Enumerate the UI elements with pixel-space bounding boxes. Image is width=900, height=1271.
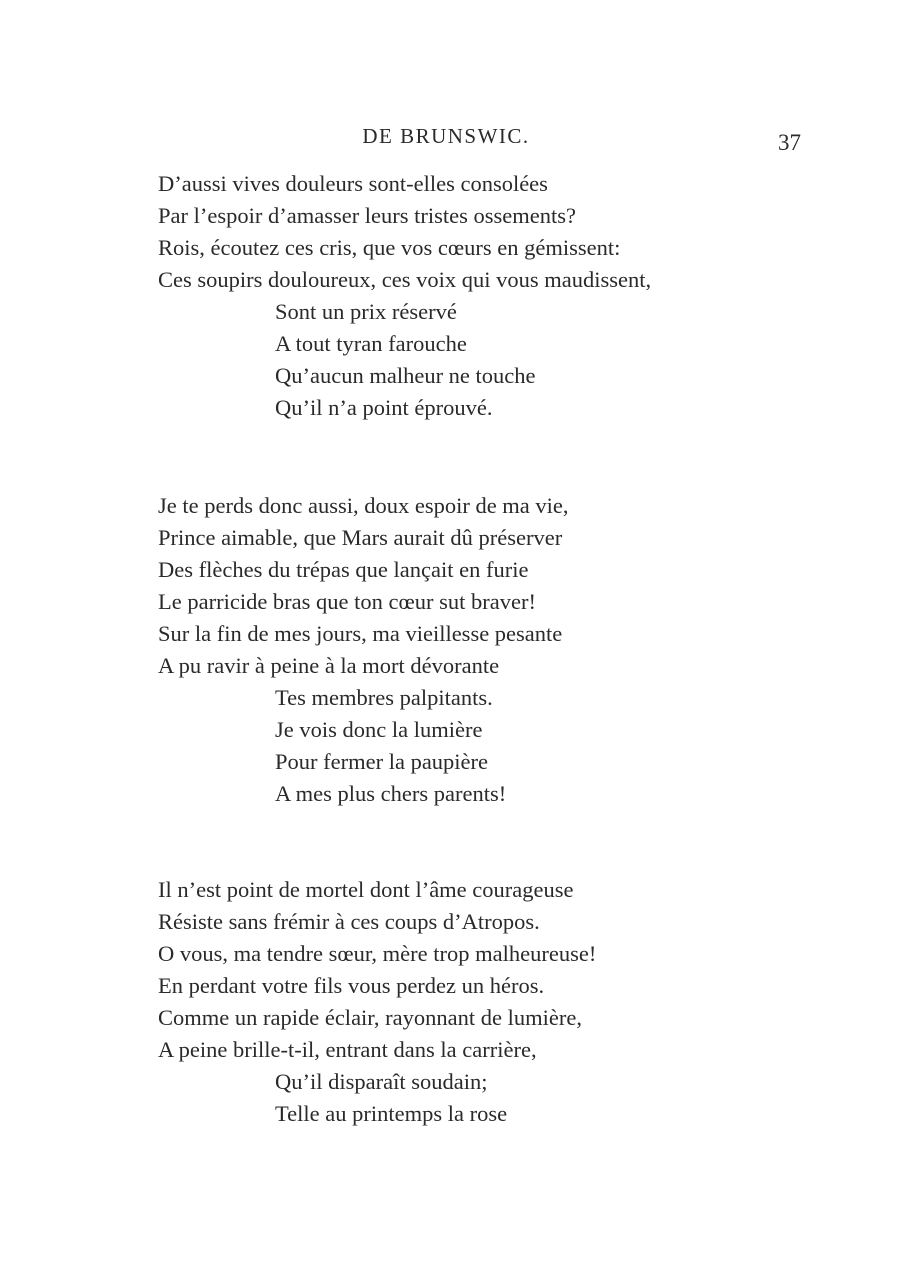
verse-line: D’aussi vives douleurs sont-elles consolées <box>158 171 548 196</box>
verse-line: Il n’est point de mortel dont l’âme courageuse <box>158 877 574 902</box>
verse-line: Résiste sans frémir à ces coups d’Atropos. <box>158 909 540 934</box>
verse-line: Je te perds donc aussi, doux espoir de ma vie, <box>158 493 569 518</box>
verse-line: Par l’espoir d’amasser leurs tristes ossements? <box>158 203 577 228</box>
verse-line-indented: Telle au printemps la rose <box>275 1101 508 1126</box>
verse-line: O vous, ma tendre sœur, mère trop malheureuse! <box>158 941 597 966</box>
verse-line: Sur la fin de mes jours, ma vieillesse pesante <box>158 621 563 646</box>
verse-line: A peine brille-t-il, entrant dans la carrière, <box>158 1037 537 1062</box>
verse-line: En perdant votre fils vous perdez un héros. <box>158 973 545 998</box>
page-number: 37 <box>778 130 801 155</box>
verse-line: Le parricide bras que ton cœur sut braver! <box>158 589 536 614</box>
verse-line: Des flèches du trépas que lançait en furie <box>158 557 529 582</box>
verse-line: A pu ravir à peine à la mort dévorante <box>158 653 500 678</box>
verse-line-indented: A tout tyran farouche <box>275 331 467 356</box>
verse-line: Prince aimable, que Mars aurait dû préserver <box>158 525 563 550</box>
running-title-text: DE BRUNSWIC. <box>362 124 530 148</box>
verse-line-indented: A mes plus chers parents! <box>275 781 507 806</box>
verse-line: Rois, écoutez ces cris, que vos cœurs en gémissent: <box>158 235 621 260</box>
verse-line: Comme un rapide éclair, rayonnant de lumière, <box>158 1005 582 1030</box>
verse-line-indented: Qu’il n’a point éprouvé. <box>275 395 493 420</box>
running-title <box>0 124 900 149</box>
verse-line-indented: Tes membres palpitants. <box>275 685 493 710</box>
verse-line: Ces soupirs douloureux, ces voix qui vous maudissent, <box>158 267 652 292</box>
verse-line-indented: Qu’aucun malheur ne touche <box>275 363 536 388</box>
verse-line-indented: Je vois donc la lumière <box>275 717 483 742</box>
verse-line-indented: Sont un prix réservé <box>275 299 457 324</box>
verse-line-indented: Qu’il disparaît soudain; <box>275 1069 488 1094</box>
verse-line-indented: Pour fermer la paupière <box>275 749 489 774</box>
